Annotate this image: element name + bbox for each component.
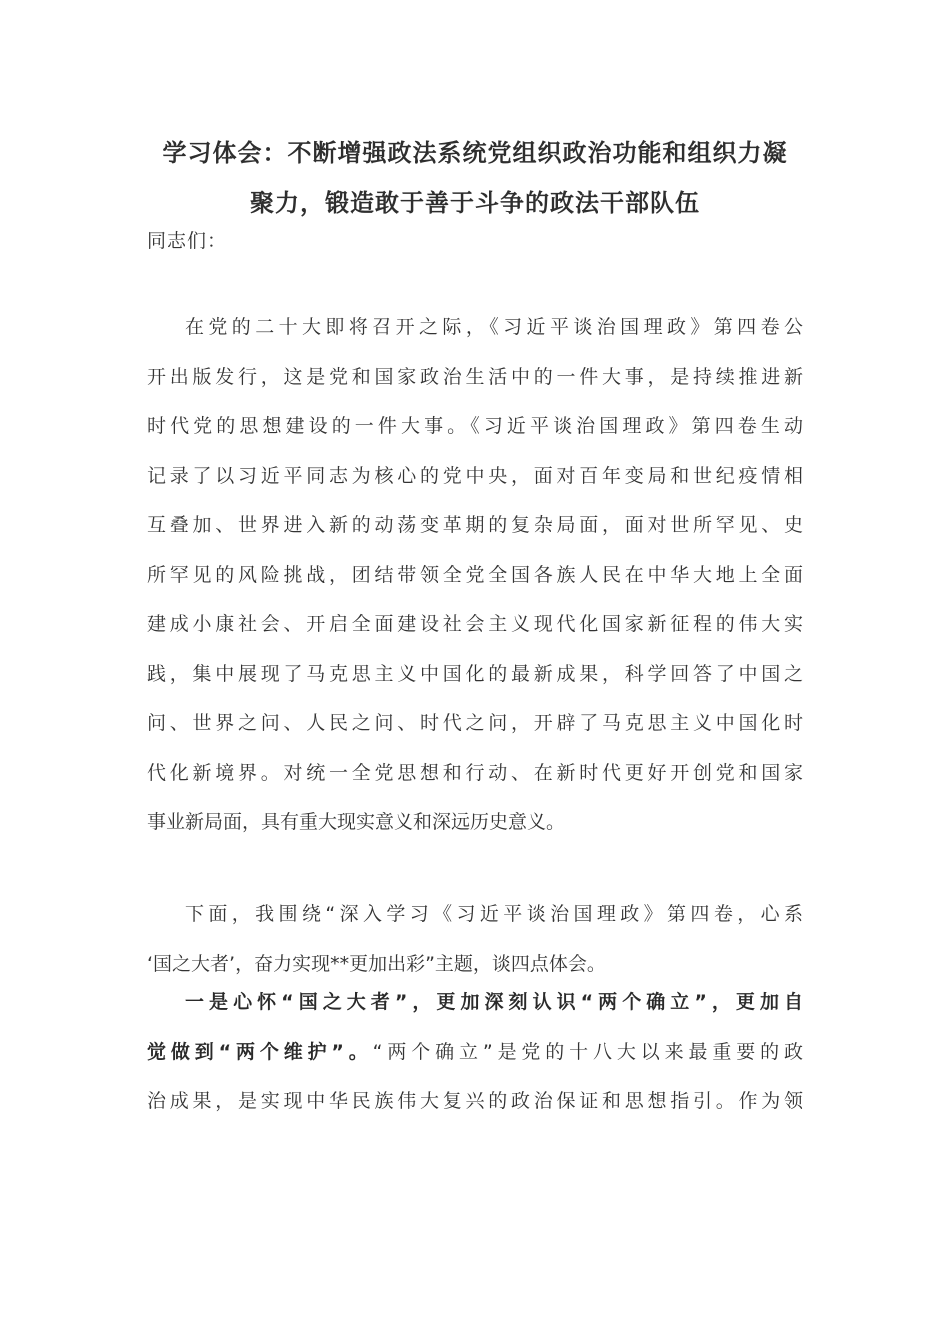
paragraph-line: ‘国之大者’，奋力实现**更加出彩”主题，谈四点体会。 [147,952,606,975]
document-title [145,128,805,228]
paragraph-line: 代化新境界。对统一全党思想和行动、在新时代更好开创党和国家 [147,761,803,784]
paragraph-heading-line: 一是心怀“国之大者”，更加深刻认识“两个确立”，更加自 [185,991,803,1013]
paragraph-line [147,1028,803,1078]
paragraph-text: “两个确立”是党的十八大以来最重要的政 [372,1040,803,1063]
paragraph-1 [147,303,803,848]
paragraph-line: 时代党的思想建设的一件大事。《习近平谈治国理政》第四卷生动 [147,415,803,437]
paragraph-2 [147,890,803,989]
paragraph-line: 开出版发行，这是党和国家政治生活中的一件大事，是持续推进新 [147,365,803,388]
title-line-2: 聚力，锻造敢于善于斗争的政法干部队伍 [250,189,700,217]
paragraph-line: 问、世界之问、人民之问、时代之问，开辟了马克思主义中国化时 [147,712,803,734]
paragraph-line: 下面，我围绕“深入学习《习近平谈治国理政》第四卷，心系 [185,903,803,925]
paragraph-line: 践，集中展现了马克思主义中国化的最新成果，科学回答了中国之 [147,662,803,685]
paragraph-3 [147,978,803,1127]
paragraph-line: 治成果，是实现中华民族伟大复兴的政治保证和思想指引。作为领 [147,1090,803,1112]
paragraph-heading-tail: 觉做到“两个维护”。 [147,1040,373,1063]
paragraph-line: 记录了以习近平同志为核心的党中央，面对百年变局和世纪疫情相 [147,464,803,487]
paragraph-line: 建成小康社会、开启全面建设社会主义现代化国家新征程的伟大实 [147,613,803,635]
paragraph-line: 事业新局面，具有重大现实意义和深远历史意义。 [147,811,566,833]
paragraph-line: 在党的二十大即将召开之际，《习近平谈治国理政》第四卷公 [185,316,803,338]
paragraph-line: 互叠加、世界进入新的动荡变革期的复杂局面，面对世所罕见、史 [147,514,803,536]
title-line-1: 学习体会：不断增强政法系统党组织政治功能和组织力凝 [162,139,788,167]
salutation: 同志们： [147,230,228,252]
paragraph-line: 所罕见的风险挑战，团结带领全党全国各族人民在中华大地上全面 [147,563,803,586]
